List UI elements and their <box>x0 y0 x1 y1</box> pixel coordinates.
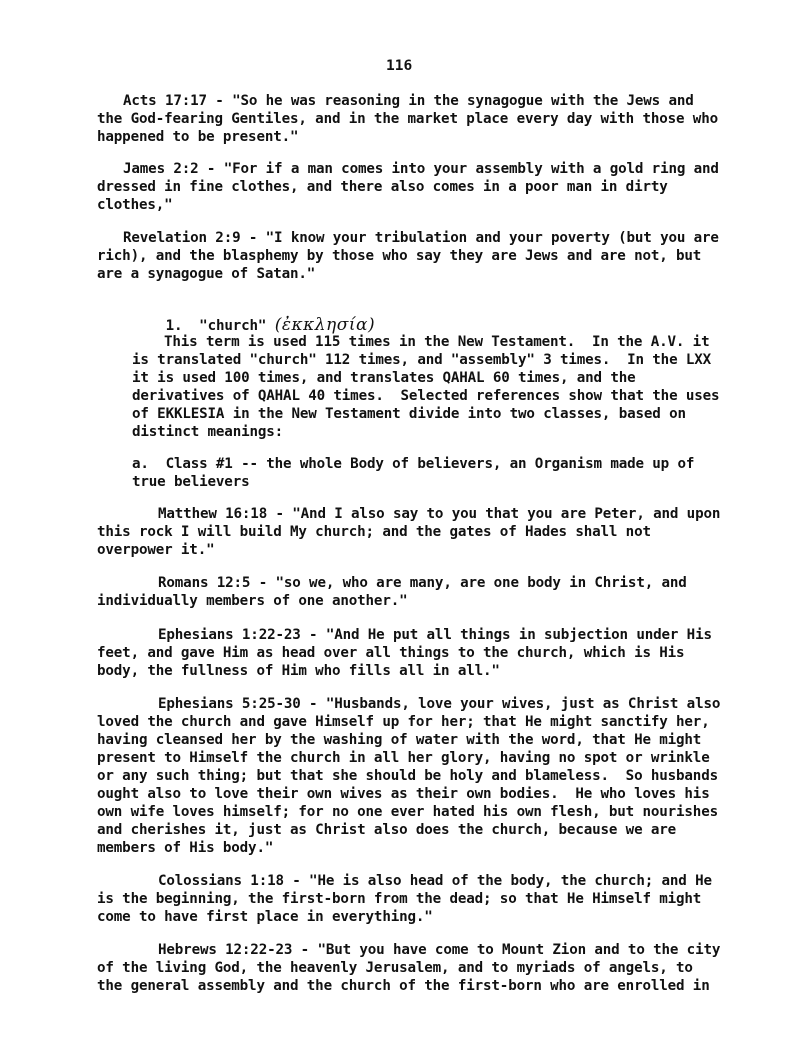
text-line: members of His body." <box>97 840 274 856</box>
text-line: of EKKLESIA in the New Testament divide into two classes, based on <box>132 406 686 422</box>
text-line: a. Class #1 -- the whole Body of believers, an Organism made up of <box>132 456 695 472</box>
heading-number: 1. <box>165 318 183 334</box>
text-line: ought also to love their own wives as their own bodies. He who loves his <box>97 786 710 802</box>
heading-greek: (ἐκκλησία) <box>274 315 376 335</box>
text-line: distinct meanings: <box>132 424 284 440</box>
section-heading <box>132 298 375 353</box>
text-line: and cherishes it, just as Christ also does the church, because we are <box>97 822 677 838</box>
text-line: individually members of one another." <box>97 593 408 609</box>
text-line: own wife loves himself; for no one ever hated his own flesh, but nourishes <box>97 804 718 820</box>
text-line: Ephesians 5:25-30 - "Husbands, love your wives, just as Christ also <box>158 696 721 712</box>
text-line: the general assembly and the church of the first-born who are enrolled in <box>97 978 710 994</box>
text-line: Hebrews 12:22-23 - "But you have come to Mount Zion and to the city <box>158 942 721 958</box>
text-line: happened to be present." <box>97 129 299 145</box>
text-line: are a synagogue of Satan." <box>97 266 316 282</box>
text-line: loved the church and gave Himself up for her; that He might sanctify her, <box>97 714 710 730</box>
text-line: of the living God, the heavenly Jerusalem, and to myriads of angels, to <box>97 960 693 976</box>
text-line: true believers <box>132 474 250 490</box>
text-line: Revelation 2:9 - "I know your tribulation and your poverty (but you are <box>123 230 719 246</box>
text-line: dressed in fine clothes, and there also comes in a poor man in dirty <box>97 179 668 195</box>
text-line: Acts 17:17 - "So he was reasoning in the synagogue with the Jews and <box>123 93 694 109</box>
text-line: the God-fearing Gentiles, and in the market place every day with those who <box>97 111 718 127</box>
text-line: overpower it." <box>97 542 215 558</box>
text-line: is translated "church" 112 times, and "assembly" 3 times. In the LXX <box>132 352 712 368</box>
text-line: derivatives of QAHAL 40 times. Selected references show that the uses <box>132 388 720 404</box>
text-line: rich), and the blasphemy by those who say they are Jews and are not, but <box>97 248 702 264</box>
text-line: present to Himself the church in all her glory, having no spot or wrinkle <box>97 750 710 766</box>
text-line: Romans 12:5 - "so we, who are many, are one body in Christ, and <box>158 575 687 591</box>
text-line: it is used 100 times, and translates QAHAL 60 times, and the <box>132 370 636 386</box>
text-line: clothes," <box>97 197 173 213</box>
text-line: body, the fullness of Him who fills all in all." <box>97 663 500 679</box>
text-line: Ephesians 1:22-23 - "And He put all things in subjection under His <box>158 627 712 643</box>
page-number: 116 <box>386 58 413 74</box>
text-line: James 2:2 - "For if a man comes into your assembly with a gold ring and <box>123 161 719 177</box>
text-line: Colossians 1:18 - "He is also head of the body, the church; and He <box>158 873 712 889</box>
text-line: This term is used 115 times in the New Testament. In the A.V. it <box>164 334 710 350</box>
text-line: is the beginning, the first-born from the dead; so that He Himself might <box>97 891 702 907</box>
text-line: Matthew 16:18 - "And I also say to you that you are Peter, and upon <box>158 506 721 522</box>
text-line: feet, and gave Him as head over all things to the church, which is His <box>97 645 685 661</box>
text-line: or any such thing; but that she should be holy and blameless. So husbands <box>97 768 718 784</box>
heading-term: "church" <box>199 318 267 334</box>
text-line: having cleansed her by the washing of water with the word, that He might <box>97 732 702 748</box>
text-line: come to have first place in everything." <box>97 909 433 925</box>
text-line: this rock I will build My church; and the gates of Hades shall not <box>97 524 651 540</box>
